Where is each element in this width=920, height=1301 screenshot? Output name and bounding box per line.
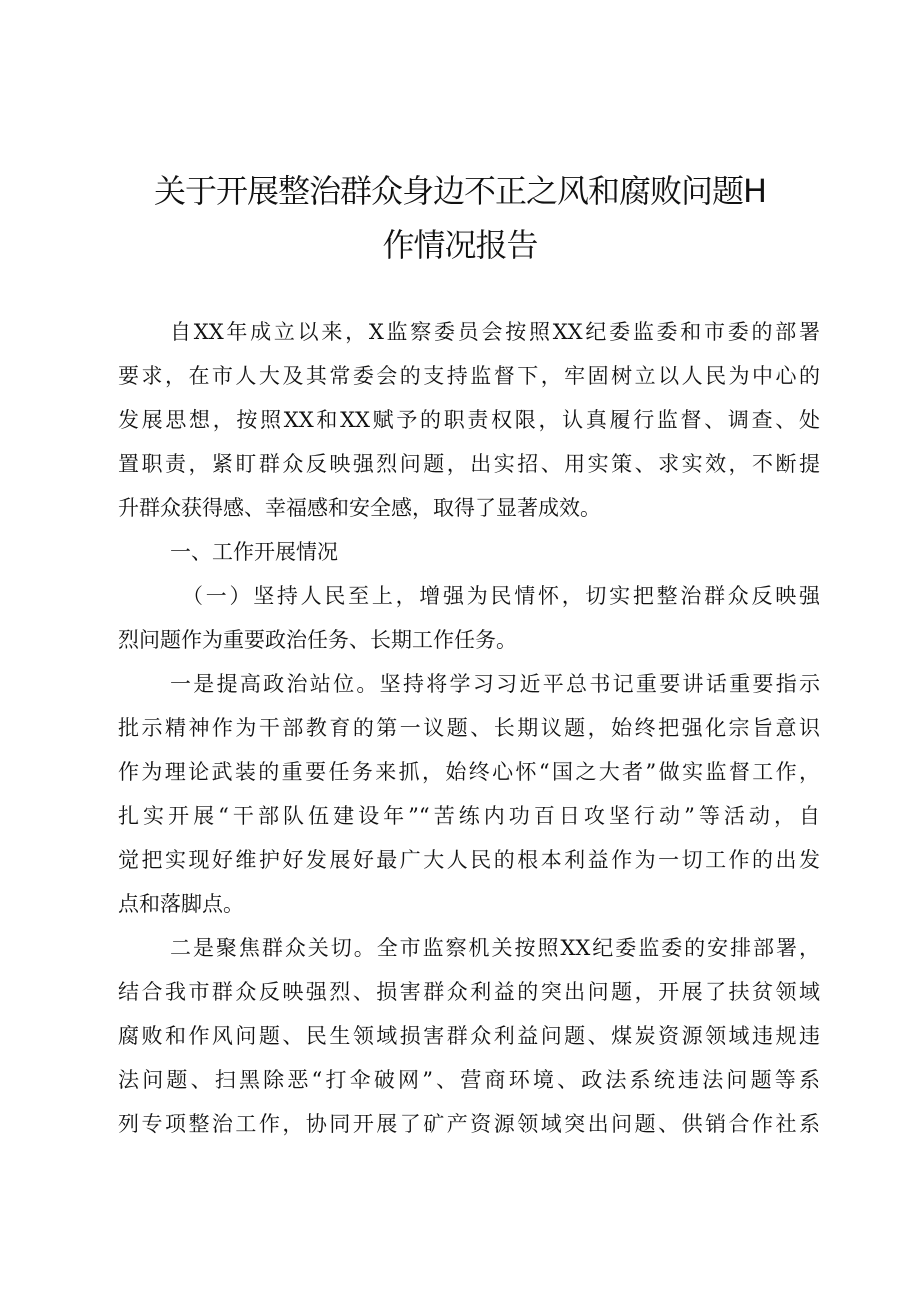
- subsection-heading: （一）坚持人民至上，增强为民情怀，切实把整治群众反映强: [182, 584, 820, 608]
- body-line: 觉把实现好维护好发展好最广大人民的根本利益作为一切工作的出发: [118, 848, 820, 872]
- document-body: [118, 310, 820, 1146]
- body-line: 法问题、扫黑除恶“打伞破网”、营商环境、政法系统违法问题等系: [118, 1068, 820, 1092]
- body-line: 一是提高政治站位。坚持将学习习近平总书记重要讲话重要指示: [170, 672, 820, 696]
- body-line: 自XX年成立以来，X监察委员会按照XX纪委监委和市委的部署: [170, 320, 820, 344]
- body-line: 批示精神作为干部教育的第一议题、长期议题，始终把强化宗旨意识: [118, 716, 820, 740]
- body-line: 发展思想，按照XX和XX赋予的职责权限，认真履行监督、调查、处: [118, 408, 820, 432]
- body-line: 置职责，紧盯群众反映强烈问题，出实招、用实策、求实效，不断提: [118, 452, 820, 476]
- document-title-line-2: 作情况报告: [382, 226, 538, 264]
- body-line: 腐败和作风问题、民生领域损害群众利益问题、煤炭资源领域违规违: [118, 1024, 820, 1048]
- section-heading: 一、工作开展情况: [170, 540, 338, 564]
- body-line: 结合我市群众反映强烈、损害群众利益的突出问题，开展了扶贫领域: [118, 980, 820, 1004]
- body-line: 升群众获得感、幸福感和安全感，取得了显著成效。: [118, 496, 601, 520]
- body-line: 列专项整治工作，协同开展了矿产资源领域突出问题、供销合作社系: [118, 1112, 820, 1136]
- body-line: 二是聚焦群众关切。全市监察机关按照XX纪委监委的安排部署，: [170, 936, 820, 960]
- body-line: 扎实开展“干部队伍建设年”“苦练内功百日攻坚行动”等活动，自: [118, 804, 820, 828]
- body-line: 点和落脚点。: [118, 892, 244, 916]
- body-line: 烈问题作为重要政治任务、长期工作任务。: [118, 628, 517, 652]
- document-title-line-1: 关于开展整治群众身边不正之风和腐败问题H: [153, 172, 767, 210]
- body-line: 要求，在市人大及其常委会的支持监督下，牢固树立以人民为中心的: [118, 364, 820, 388]
- body-line: 作为理论武装的重要任务来抓，始终心怀“国之大者”做实监督工作，: [118, 760, 820, 784]
